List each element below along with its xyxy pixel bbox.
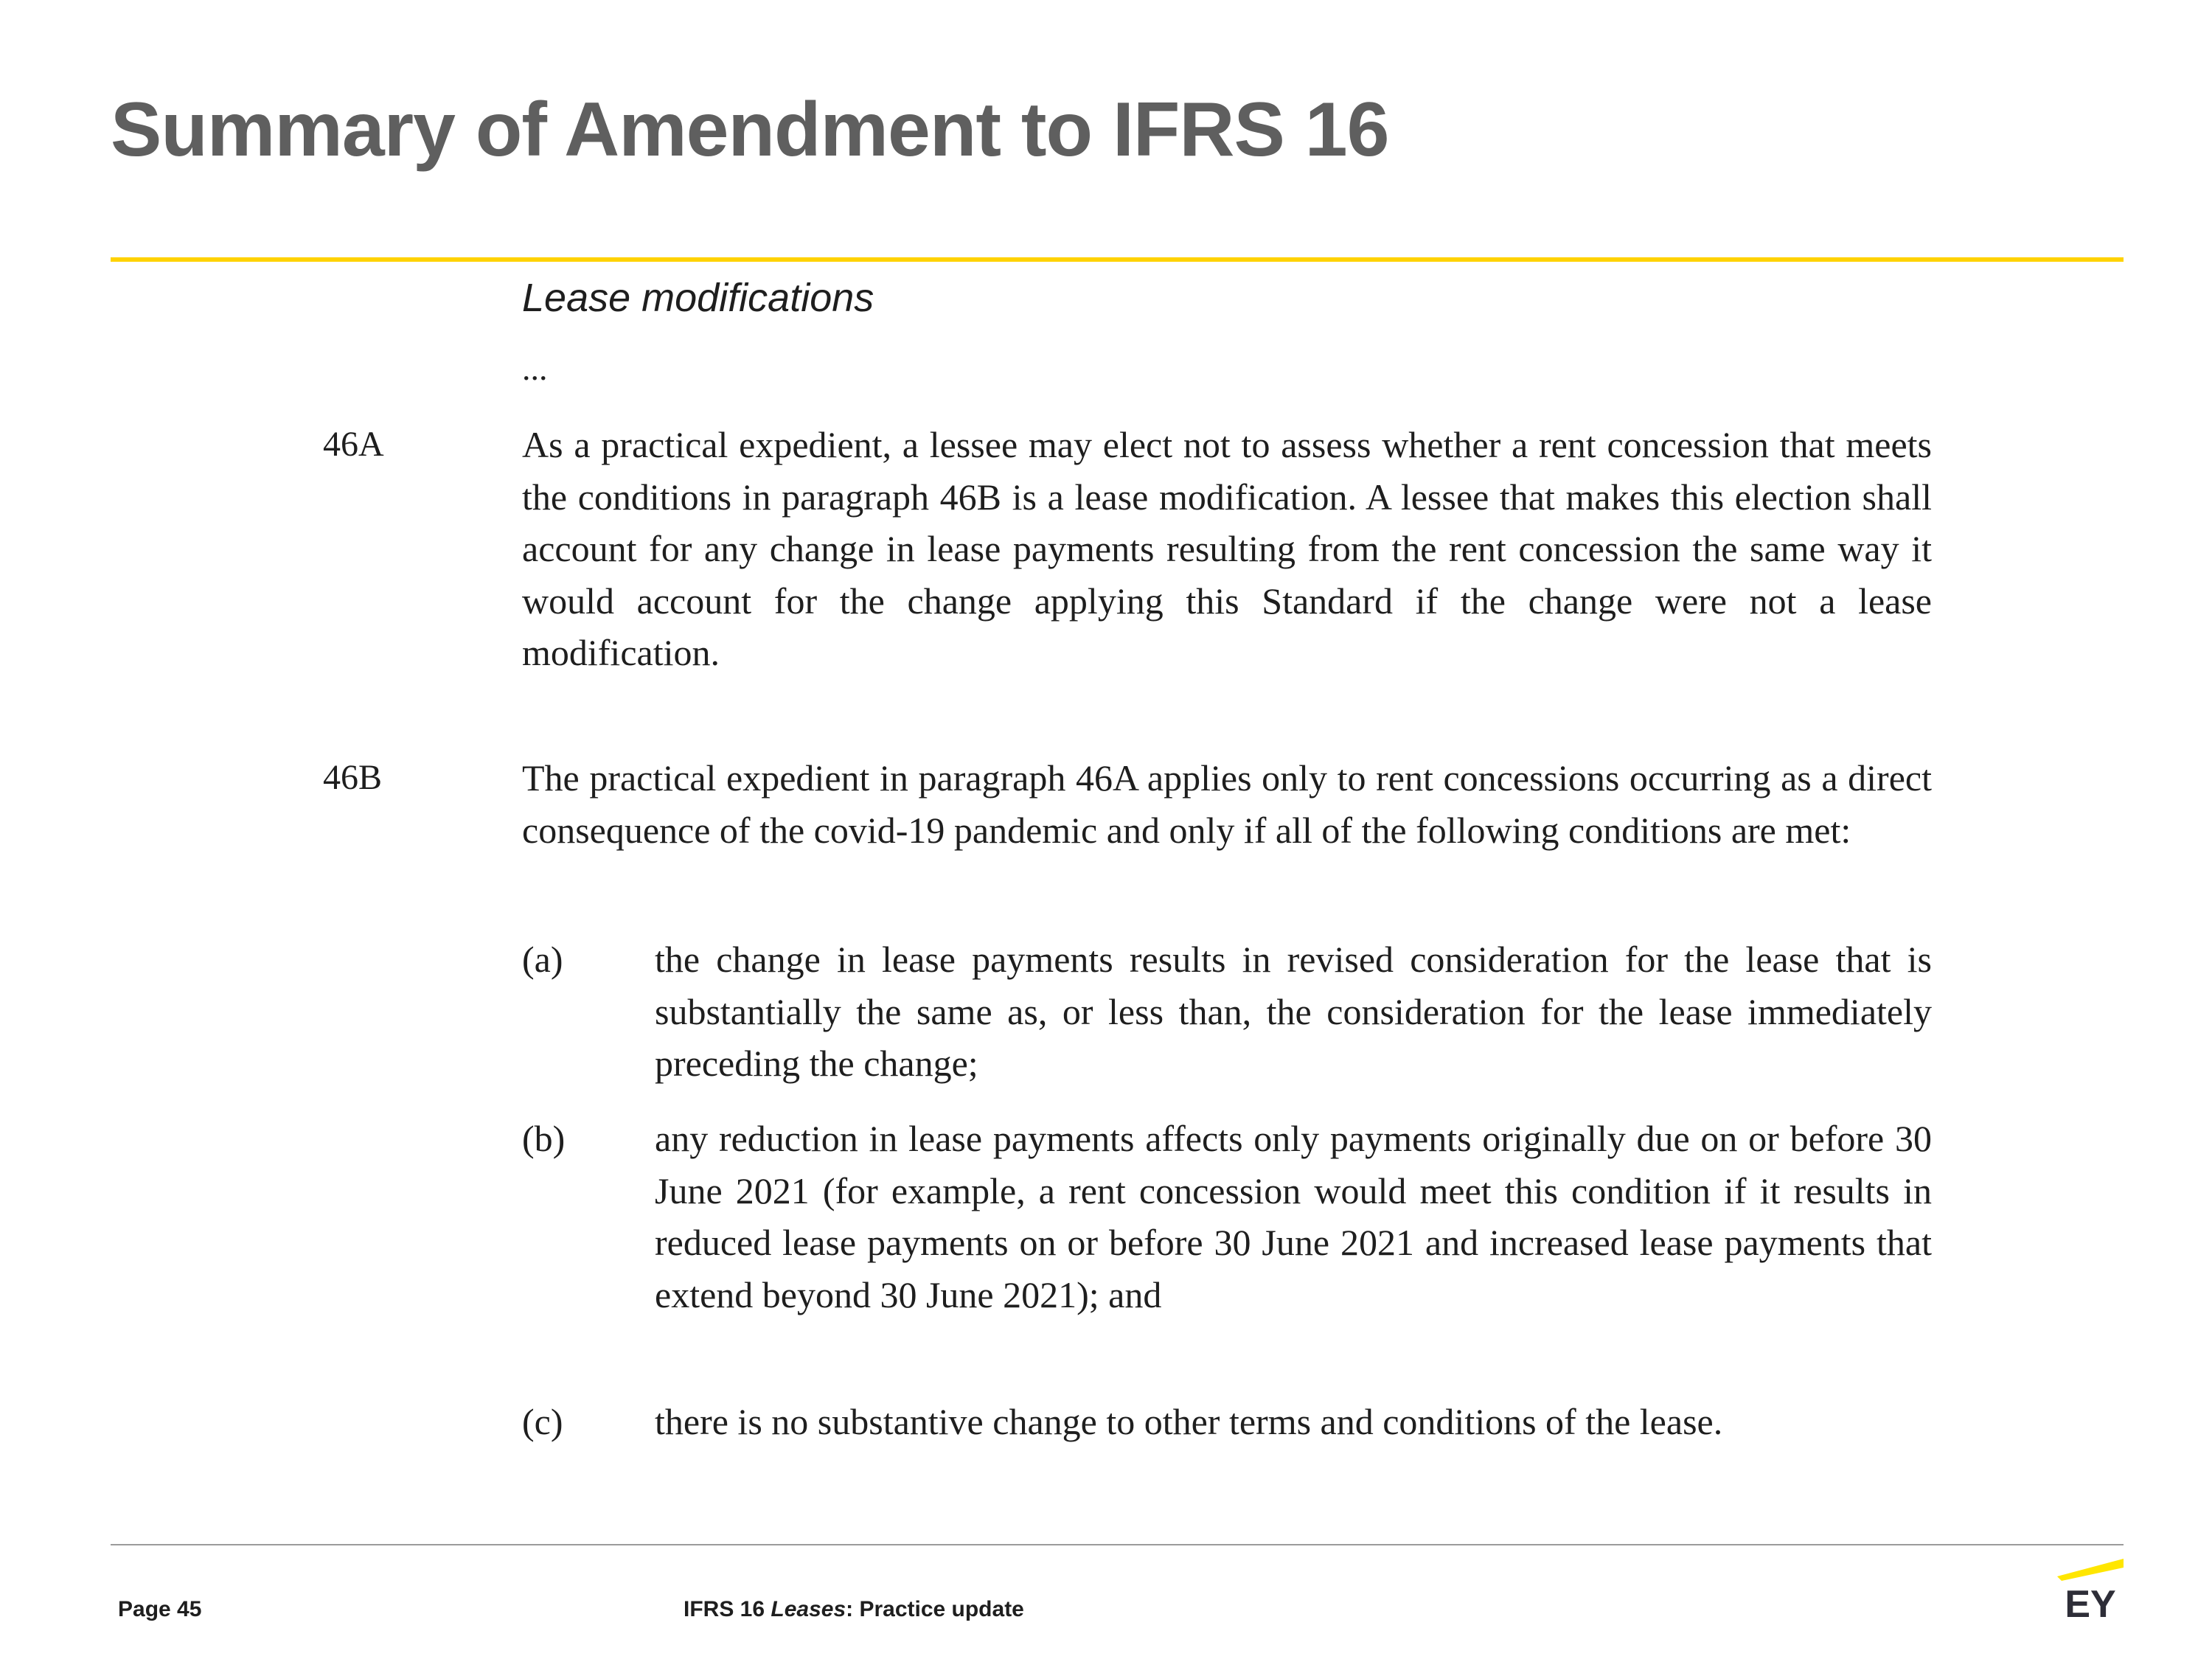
ey-logo-wordmark: EY <box>2065 1583 2116 1622</box>
condition-label-a: (a) <box>522 939 563 980</box>
ey-logo-icon <box>2057 1556 2124 1622</box>
condition-text-a: the change in lease payments results in revised consideration for the lease that is substantially the same as, or less than, the consideration for the lease immediately preceding the change; <box>655 939 1932 1084</box>
page-number: Page 45 <box>118 1597 202 1621</box>
document-title-italic: Leases <box>771 1597 846 1621</box>
condition-text-b: any reduction in lease payments affects only payments originally due on or before 30 June 2021 (for example, a rent concession would meet this condition if it results in reduced lease payments on or before 30 June 2021 and increased lease payments that extend beyond 30 June 2021); and <box>655 1118 1932 1315</box>
condition-text-c: there is no substantive change to other terms and conditions of the lease. <box>655 1401 1723 1442</box>
document-title-suffix: : Practice update <box>846 1597 1024 1621</box>
paragraph-text-46a: As a practical expedient, a lessee may elect not to assess whether a rent concession that meets the conditions in paragraph 46B is a lease modification. A lessee that makes this election shall account for any change in lease payments resulting from the rent concession the same way it would account for the change applying this Standard if the change were not a lease modification. <box>522 424 1932 673</box>
document-title-prefix: IFRS 16 <box>684 1597 771 1621</box>
condition-label-b: (b) <box>522 1118 566 1159</box>
document-title <box>684 1597 1024 1622</box>
footer-divider <box>111 1544 2124 1545</box>
paragraph-number-46a: 46A <box>323 425 384 464</box>
section-heading: Lease modifications <box>522 276 874 320</box>
condition-label-c: (c) <box>522 1401 563 1442</box>
ey-logo-beam <box>2057 1559 2124 1581</box>
omission-ellipsis: ... <box>522 349 548 387</box>
paragraph-number-46b: 46B <box>323 758 383 797</box>
paragraph-text-46b: The practical expedient in paragraph 46A applies only to rent concessions occurring as a direct consequence of the covid-19 pandemic and only if all of the following conditions are met: <box>522 757 1932 851</box>
slide-title: Summary of Amendment to IFRS 16 <box>111 87 1389 173</box>
